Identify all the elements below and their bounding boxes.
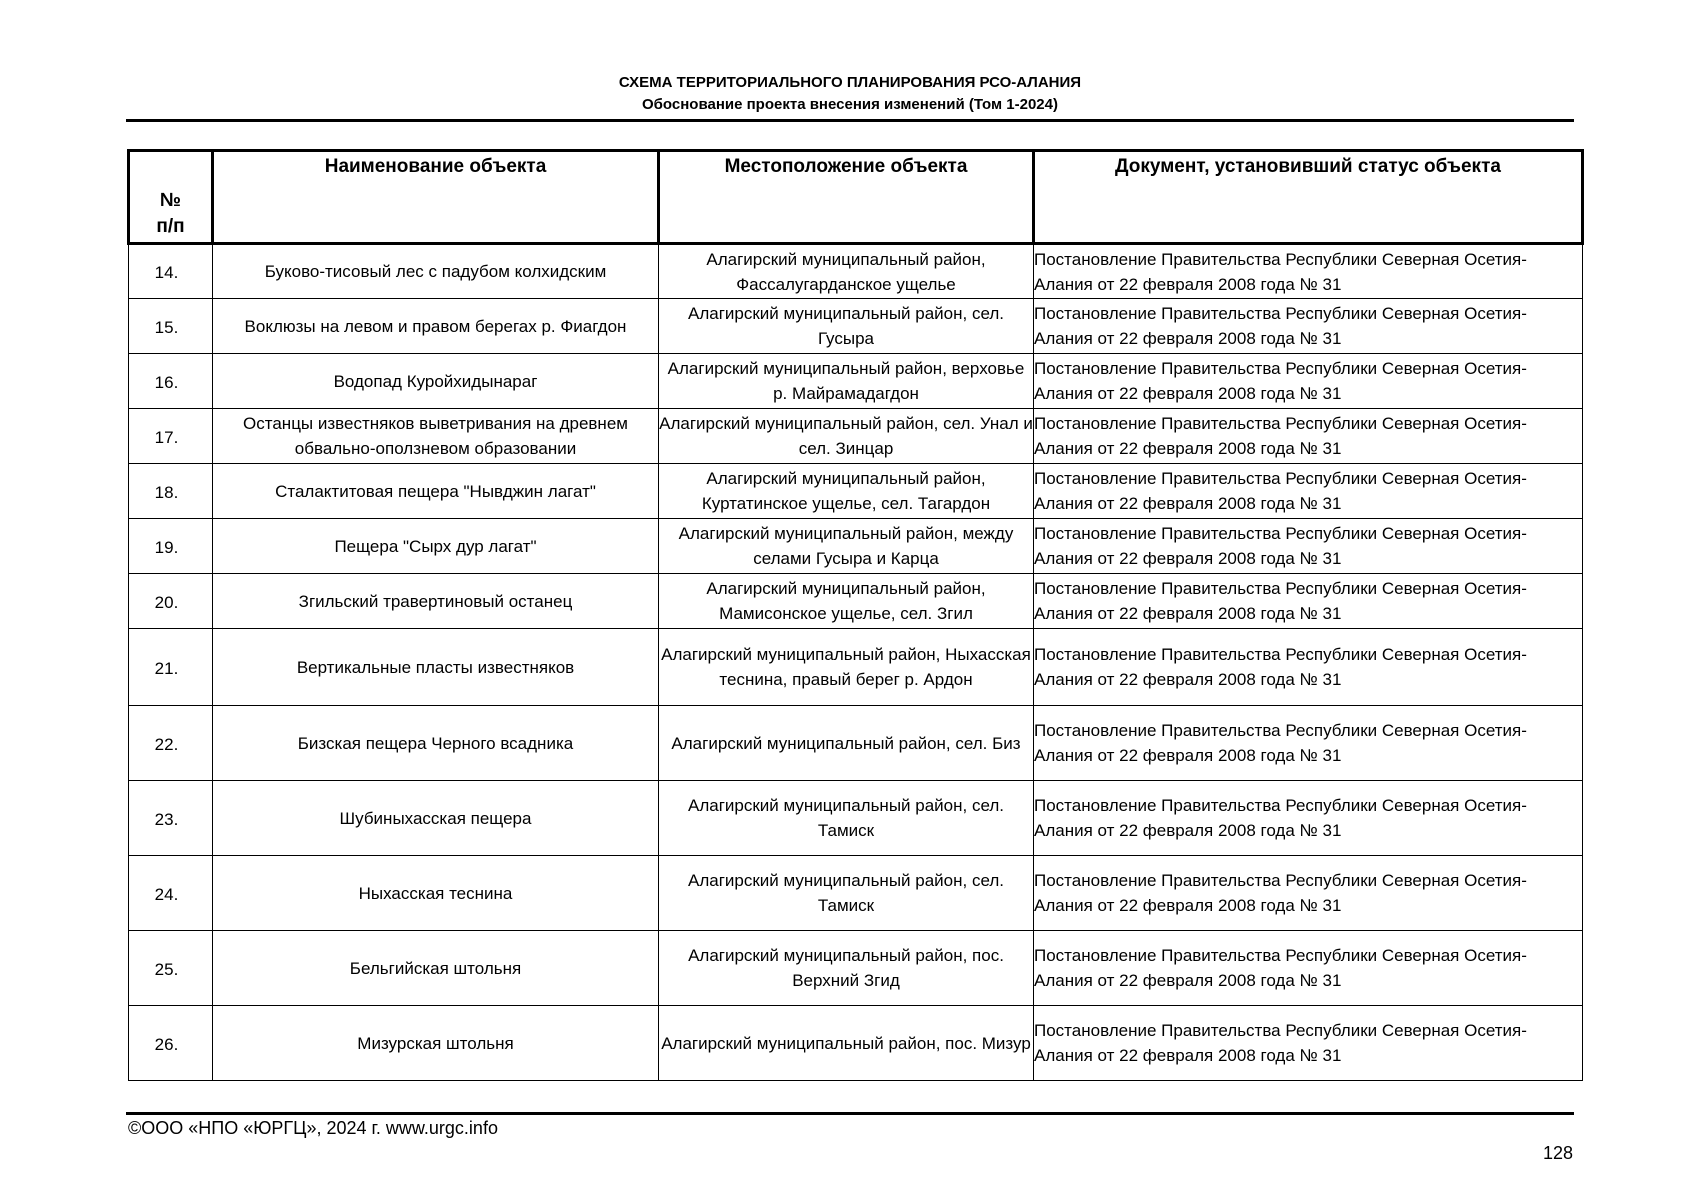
object-name: Буково-тисовый лес с падубом колхидским (213, 244, 659, 299)
status-document: Постановление Правительства Республики Северная Осетия-Алания от 22 февраля 2008 года № 31 (1034, 856, 1583, 931)
row-number: 16. (129, 354, 213, 409)
footer-rule (126, 1112, 1574, 1115)
row-number: 21. (129, 629, 213, 706)
table-row (129, 244, 1583, 299)
table-row (129, 574, 1583, 629)
object-name: Згильский травертиновый останец (213, 574, 659, 629)
column-header-name: Наименование объекта (213, 151, 659, 244)
table-row (129, 299, 1583, 354)
status-document: Постановление Правительства Республики Северная Осетия-Алания от 22 февраля 2008 года № 31 (1034, 1006, 1583, 1081)
table-header-row (129, 151, 1583, 244)
object-location: Алагирский муниципальный район, сел. Унал и сел. Зинцар (659, 409, 1034, 464)
table-row (129, 354, 1583, 409)
status-document: Постановление Правительства Республики Северная Осетия-Алания от 22 февраля 2008 года № 31 (1034, 464, 1583, 519)
status-document: Постановление Правительства Республики Северная Осетия-Алания от 22 февраля 2008 года № 31 (1034, 706, 1583, 781)
status-document: Постановление Правительства Республики Северная Осетия-Алания от 22 февраля 2008 года № 31 (1034, 574, 1583, 629)
status-document: Постановление Правительства Республики Северная Осетия-Алания от 22 февраля 2008 года № 31 (1034, 299, 1583, 354)
object-name: Сталактитовая пещера "Нывджин лагат" (213, 464, 659, 519)
row-number: 19. (129, 519, 213, 574)
table-row (129, 409, 1583, 464)
table-row (129, 931, 1583, 1006)
status-document: Постановление Правительства Республики Северная Осетия-Алания от 22 февраля 2008 года № 31 (1034, 931, 1583, 1006)
object-location: Алагирский муниципальный район, сел. Тамиск (659, 856, 1034, 931)
document-subtitle: Обоснование проекта внесения изменений (Том 1-2024) (642, 96, 1058, 113)
object-location: Алагирский муниципальный район, Куртатинское ущелье, сел. Тагардон (659, 464, 1034, 519)
object-location: Алагирский муниципальный район, верховье р. Майрамадагдон (659, 354, 1034, 409)
object-name: Останцы известняков выветривания на древнем обвально-оползневом образовании (213, 409, 659, 464)
document-header (126, 72, 1574, 116)
object-location: Алагирский муниципальный район, Ныхасская теснина, правый берег р. Ардон (659, 629, 1034, 706)
table-row (129, 781, 1583, 856)
table-row (129, 706, 1583, 781)
objects-table (127, 149, 1584, 1081)
status-document: Постановление Правительства Республики Северная Осетия-Алания от 22 февраля 2008 года № 31 (1034, 629, 1583, 706)
object-name: Пещера "Сырх дур лагат" (213, 519, 659, 574)
copyright-text: ©ООО «НПО «ЮРГЦ», 2024 г. www.urgc.info (128, 1118, 498, 1138)
object-name: Шубиныхасская пещера (213, 781, 659, 856)
row-number: 17. (129, 409, 213, 464)
status-document: Постановление Правительства Республики Северная Осетия-Алания от 22 февраля 2008 года № 31 (1034, 244, 1583, 299)
object-location: Алагирский муниципальный район, сел. Гусыра (659, 299, 1034, 354)
row-number: 14. (129, 244, 213, 299)
table-row (129, 856, 1583, 931)
object-location: Алагирский муниципальный район, пос. Мизур (659, 1006, 1034, 1081)
object-name: Воклюзы на левом и правом берегах р. Фиагдон (213, 299, 659, 354)
object-name: Ныхасская теснина (213, 856, 659, 931)
document-title: СХЕМА ТЕРРИТОРИАЛЬНОГО ПЛАНИРОВАНИЯ РСО-АЛАНИЯ (618, 74, 1082, 91)
row-number: 20. (129, 574, 213, 629)
status-document: Постановление Правительства Республики Северная Осетия-Алания от 22 февраля 2008 года № 31 (1034, 519, 1583, 574)
row-number: 25. (129, 931, 213, 1006)
object-name: Вертикальные пласты известняков (213, 629, 659, 706)
column-header-location: Местоположение объекта (659, 151, 1034, 244)
status-document: Постановление Правительства Республики Северная Осетия-Алания от 22 февраля 2008 года № 31 (1034, 409, 1583, 464)
row-number: 24. (129, 856, 213, 931)
row-number: 18. (129, 464, 213, 519)
table-row (129, 1006, 1583, 1081)
object-location: Алагирский муниципальный район, Фассалугарданское ущелье (659, 244, 1034, 299)
row-number: 22. (129, 706, 213, 781)
header-rule (126, 119, 1574, 122)
object-location: Алагирский муниципальный район, между селами Гусыра и Карца (659, 519, 1034, 574)
table-row (129, 519, 1583, 574)
row-number: 23. (129, 781, 213, 856)
table-row (129, 464, 1583, 519)
row-number: 26. (129, 1006, 213, 1081)
status-document: Постановление Правительства Республики Северная Осетия-Алания от 22 февраля 2008 года № 31 (1034, 781, 1583, 856)
object-name: Водопад Куройхидынараг (213, 354, 659, 409)
row-number: 15. (129, 299, 213, 354)
table-row (129, 629, 1583, 706)
object-name: Бизская пещера Черного всадника (213, 706, 659, 781)
object-location: Алагирский муниципальный район, сел. Биз (659, 706, 1034, 781)
object-name: Бельгийская штольня (213, 931, 659, 1006)
object-location: Алагирский муниципальный район, сел. Тамиск (659, 781, 1034, 856)
status-document: Постановление Правительства Республики Северная Осетия-Алания от 22 февраля 2008 года № 31 (1034, 354, 1583, 409)
page-number: 128 (1542, 1143, 1573, 1163)
column-header-num: № п/п (129, 151, 213, 244)
column-header-document: Документ, установивший статус объекта (1034, 151, 1583, 244)
object-location: Алагирский муниципальный район, Мамисонское ущелье, сел. Згил (659, 574, 1034, 629)
object-name: Мизурская штольня (213, 1006, 659, 1081)
object-location: Алагирский муниципальный район, пос. Верхний Згид (659, 931, 1034, 1006)
